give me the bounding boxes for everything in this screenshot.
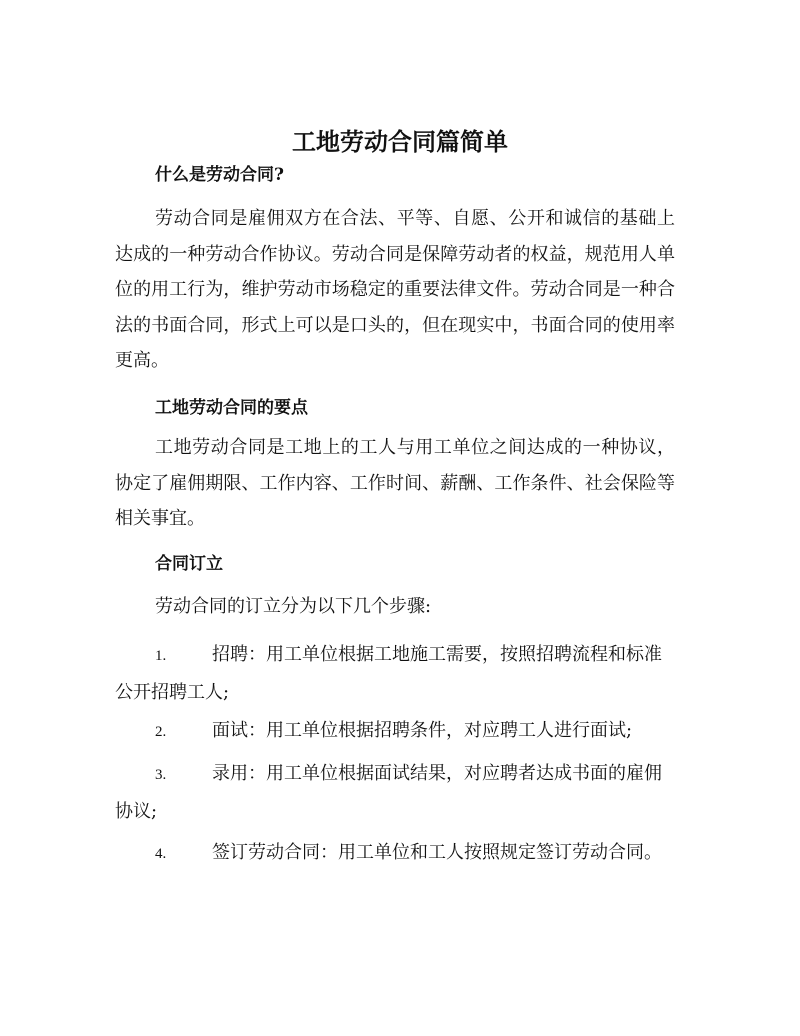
step-text: 面试：用工单位根据招聘条件，对应聘工人进行面试; — [212, 720, 633, 741]
step-number: 2. — [155, 724, 167, 740]
section-heading: 工地劳动合同的要点 — [155, 398, 308, 418]
step-text: 签订劳动合同：用工单位和工人按照规定签订劳动合同。 — [212, 842, 662, 863]
step-item — [115, 756, 675, 829]
section-paragraph: 劳动合同是雇佣双方在合法、平等、自愿、公开和诚信的基础上达成的一种劳动合作协议。劳动合同是保障劳动者的权益，规范用人单位的用工行为，维护劳动市场稳定的重要法律文件。劳动合同是一种合法的书面合同，形式上可以是口头的，但在现实中，书面合同的使用率更高。 — [115, 208, 675, 371]
section-heading: 合同订立 — [155, 554, 223, 574]
section-paragraph: 工地劳动合同是工地上的工人与用工单位之间达成的一种协议，协定了雇佣期限、工作内容、工作时间、薪酬、工作条件、社会保险等相关事宜。 — [115, 437, 675, 529]
section-heading: 什么是劳动合同? — [155, 165, 284, 185]
step-number: 4. — [155, 846, 167, 862]
document-title: 工地劳动合同篇简单 — [292, 127, 508, 156]
step-text: 招聘：用工单位根据工地施工需要，按照招聘流程和标准公开招聘工人; — [115, 644, 662, 703]
step-number: 1. — [155, 648, 167, 664]
step-item — [115, 835, 675, 873]
section-paragraph: 劳动合同的订立分为以下几个步骤: — [155, 596, 432, 617]
step-item — [115, 713, 675, 751]
step-item — [115, 637, 675, 710]
step-number: 3. — [155, 767, 167, 783]
step-text: 录用：用工单位根据面试结果，对应聘者达成书面的雇佣协议; — [115, 763, 662, 822]
